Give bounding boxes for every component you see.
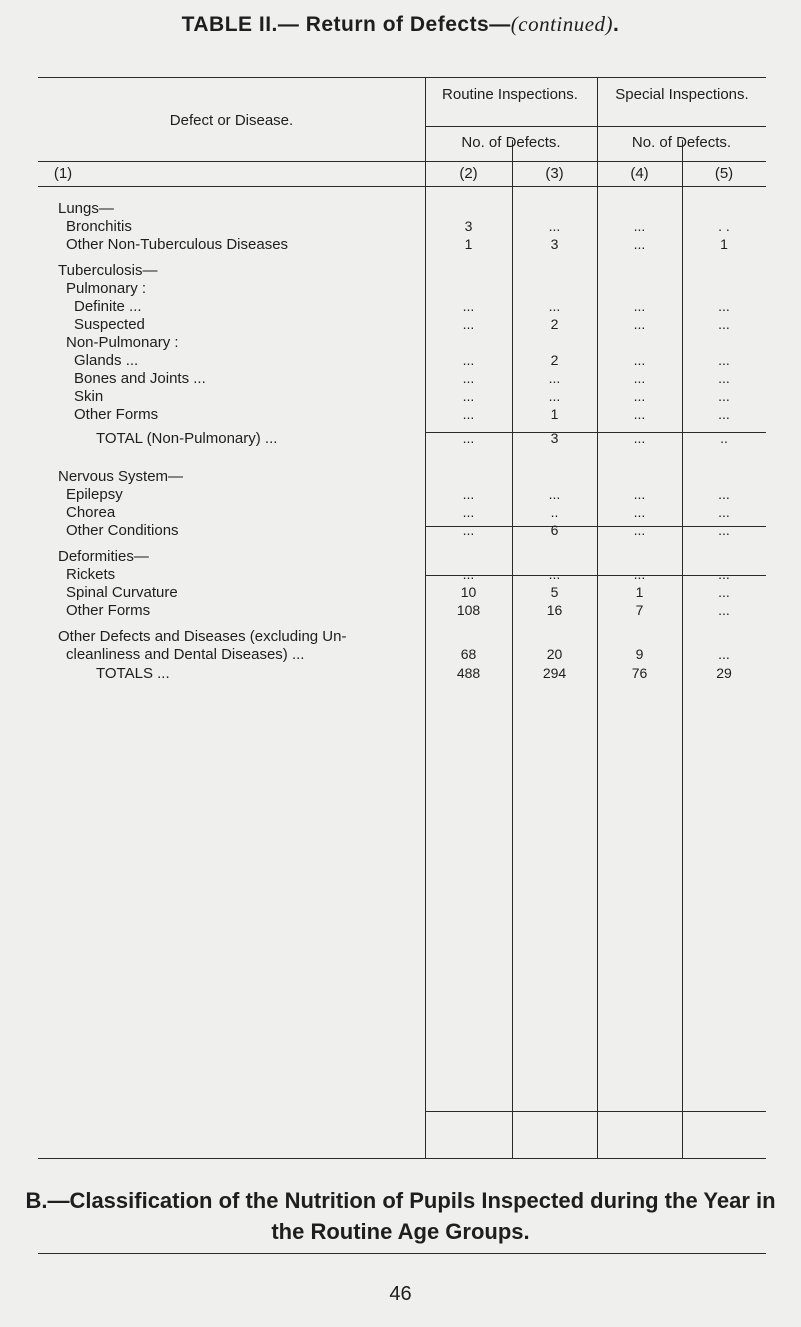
defect-cell-c3: 5: [550, 584, 559, 600]
defect-cell-c5: ...: [718, 584, 730, 600]
defect-row-label: Definite ...: [74, 298, 142, 315]
defect-cell-c3: 294: [542, 665, 567, 681]
rule: [38, 186, 766, 187]
defect-cell-c2: ...: [462, 316, 475, 332]
defect-cell-c4: ...: [633, 352, 646, 368]
defect-row-label: Pulmonary :: [66, 280, 147, 297]
defect-cell-c4: ...: [633, 486, 646, 502]
defect-cell-c4: ...: [633, 522, 646, 538]
table-a-title-sub: (continued): [510, 12, 614, 36]
defect-row-label: TOTALS ...: [96, 665, 170, 682]
defect-cell-c2: ...: [462, 522, 475, 538]
defect-cell-c2: ...: [462, 352, 475, 368]
defect-cell-c3: ..: [550, 504, 559, 520]
defect-cell-c5: ...: [718, 522, 730, 538]
page-number: 46: [389, 1283, 412, 1305]
rule: [38, 77, 766, 78]
defect-row-label: Spinal Curvature: [66, 584, 178, 601]
header-no-defects-routine: No. of Defects.: [461, 134, 561, 151]
defect-cell-c4: ...: [633, 430, 646, 446]
defect-cell-c5: ..: [720, 430, 728, 446]
defect-cell-c5: ...: [718, 646, 730, 662]
defect-row-label: Chorea: [66, 504, 116, 521]
defect-cell-c5: 29: [716, 665, 732, 681]
defect-cell-c4: ...: [633, 504, 646, 520]
defect-cell-c3: ...: [548, 388, 561, 404]
defect-cell-c2: ...: [462, 430, 475, 446]
defect-cell-c3: 20: [546, 646, 563, 662]
defect-cell-c5: ...: [718, 504, 730, 520]
defect-row-label: Other Forms: [74, 406, 159, 423]
defect-cell-c3: 3: [550, 236, 559, 252]
defect-cell-c5: ...: [718, 388, 730, 404]
defect-cell-c2: ...: [462, 566, 475, 582]
defect-cell-c2: 3: [464, 218, 473, 234]
defect-cell-c3: 1: [550, 406, 559, 422]
defect-cell-c3: 2: [550, 316, 559, 332]
header-col1: (1): [53, 165, 73, 182]
table-b-title-line1: B.—Classification of the Nutrition of Pupils Inspected during the Year in: [25, 1188, 776, 1213]
defect-cell-c3: ...: [548, 298, 561, 314]
defect-cell-c4: ...: [633, 566, 646, 582]
defect-cell-c2: ...: [462, 388, 475, 404]
defect-row-label: TOTAL (Non-Pulmonary) ...: [96, 430, 278, 447]
defect-cell-c4: ...: [633, 298, 646, 314]
defect-row-label: Other Non-Tuberculous Diseases: [66, 236, 289, 253]
defect-cell-c5: ...: [718, 316, 730, 332]
defect-cell-c4: ...: [633, 388, 646, 404]
defect-row-label: Suspected: [74, 316, 145, 333]
defect-cell-c5: ...: [718, 566, 730, 582]
defect-row-label: Tuberculosis—: [58, 262, 158, 279]
table-a-title: [0, 12, 801, 37]
defect-row-label: Other Defects and Diseases (excluding Un-: [58, 628, 347, 645]
defect-cell-c2: 108: [456, 602, 481, 618]
defect-cell-c2: ...: [462, 486, 475, 502]
defect-cell-c4: ...: [633, 316, 646, 332]
table-b-title-line2: the Routine Age Groups.: [271, 1219, 530, 1244]
defect-cell-c2: 10: [460, 584, 477, 600]
defect-cell-c3: ...: [548, 370, 561, 386]
header-col3: (3): [545, 165, 564, 182]
rule: [38, 1158, 766, 1159]
defect-cell-c4: ...: [633, 218, 646, 234]
defect-cell-c5: ...: [718, 370, 730, 386]
defect-cell-c5: ...: [718, 352, 730, 368]
rule: [38, 161, 766, 162]
defect-cell-c4: 9: [635, 646, 644, 662]
table-a-title-end: .: [613, 13, 620, 36]
defect-cell-c4: 76: [631, 665, 648, 681]
defect-row-label: Epilepsy: [66, 486, 123, 503]
table-a-title-main: TABLE II.— Return of Defects—: [181, 13, 511, 36]
defect-cell-c3: 3: [550, 430, 559, 446]
rule: [38, 1253, 766, 1254]
header-no-defects-special: No. of Defects.: [631, 134, 732, 151]
defect-row-label: Skin: [74, 388, 104, 405]
defect-row-label: cleanliness and Dental Diseases) ...: [66, 646, 305, 663]
defect-row-label: Glands ...: [74, 352, 139, 369]
header-routine: Routine Inspections.: [442, 86, 578, 103]
defect-cell-c5: 1: [720, 236, 728, 252]
defect-cell-c4: ...: [633, 406, 646, 422]
defect-cell-c2: ...: [462, 504, 475, 520]
defect-cell-c2: ...: [462, 370, 475, 386]
defect-cell-c3: ...: [548, 218, 561, 234]
defect-cell-c3: 16: [546, 602, 563, 618]
defect-cell-c2: 68: [460, 646, 477, 662]
defect-cell-c4: 1: [635, 584, 644, 600]
defect-cell-c5: ...: [718, 298, 730, 314]
defect-cell-c3: ...: [548, 566, 561, 582]
header-defect: Defect or Disease.: [169, 112, 294, 129]
defect-cell-c4: ...: [633, 236, 646, 252]
rule: [425, 126, 766, 127]
defect-row-label: Non-Pulmonary :: [66, 334, 179, 351]
defect-row-label: Rickets: [66, 566, 116, 583]
rule: [425, 1111, 766, 1112]
header-col5: (5): [714, 165, 734, 182]
defect-cell-c5: ...: [718, 406, 730, 422]
defect-row-label: Deformities—: [58, 548, 149, 565]
defect-cell-c2: 488: [456, 665, 481, 681]
defect-cell-c3: 6: [550, 522, 559, 538]
defect-row-label: Lungs—: [58, 200, 114, 217]
defect-cell-c3: ...: [548, 486, 561, 502]
defect-cell-c5: ...: [718, 602, 730, 618]
defect-row-label: Other Conditions: [66, 522, 179, 539]
defect-cell-c3: 2: [550, 352, 559, 368]
defect-cell-c4: 7: [635, 602, 644, 618]
header-col4: (4): [630, 165, 649, 182]
table-b-title: [0, 1185, 801, 1247]
defect-cell-c2: 1: [464, 236, 473, 252]
defect-row-label: Bronchitis: [66, 218, 132, 235]
header-special: Special Inspections.: [615, 86, 749, 103]
defect-cell-c5: ...: [718, 486, 730, 502]
defect-cell-c2: ...: [462, 406, 475, 422]
defect-cell-c2: ...: [462, 298, 475, 314]
defect-row-label: Bones and Joints ...: [74, 370, 206, 387]
defect-cell-c4: ...: [633, 370, 646, 386]
defect-row-label: Nervous System—: [58, 468, 184, 485]
header-col2: (2): [459, 165, 478, 182]
defect-row-label: Other Forms: [66, 602, 151, 619]
defect-cell-c5: . .: [718, 218, 730, 234]
